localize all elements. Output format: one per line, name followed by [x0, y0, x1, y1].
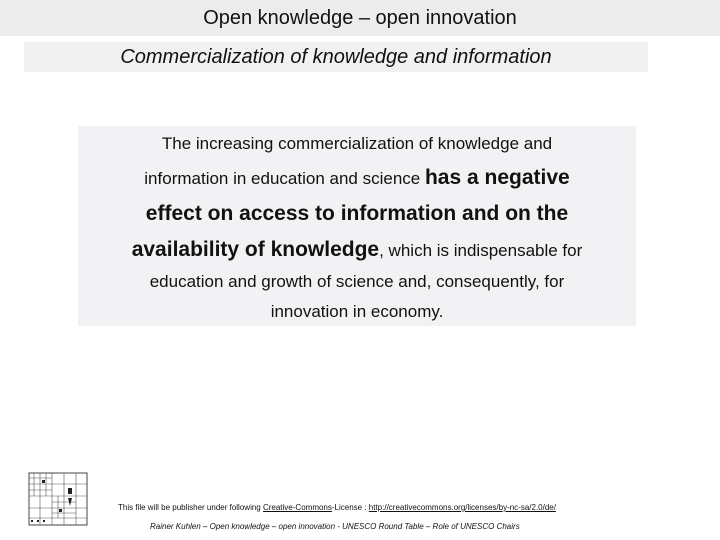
body-line-4 [78, 236, 636, 266]
chair-logo [28, 472, 88, 526]
body-line-2 [78, 164, 636, 194]
slide-title-bar [0, 0, 720, 36]
body-line-2-emphasis: has a negative [424, 166, 570, 189]
body-line-6: innovation in economy. [270, 302, 444, 321]
chair-logo-grid-icon [28, 472, 88, 526]
footer-credit: Rainer Kuhlen – Open knowledge – open innovation - UNESCO Round Table – Role of UNESCO Chairs [150, 522, 520, 531]
slide-title: Open knowledge – open innovation [203, 7, 517, 29]
body-line-5: education and growth of science and, consequently, for [149, 272, 565, 291]
license-prefix: This file will be publisher under following [118, 503, 263, 512]
license-mid: -License : [331, 503, 369, 512]
body-line-3 [78, 200, 636, 230]
body-line-4-emphasis: availability of knowledge [131, 238, 380, 261]
license-notice [118, 503, 556, 512]
slide-subtitle-bar [24, 42, 648, 72]
creative-commons-link[interactable]: Creative-Commons [262, 503, 332, 512]
body-line-4-text: , which is indispensable for [379, 241, 583, 260]
license-url-link[interactable]: http://creativecommons.org/licenses/by-nc-sa/2.0/de/ [368, 503, 556, 512]
body-text-box [78, 126, 636, 326]
body-line-2-text: information in education and science [144, 169, 425, 188]
body-line-3-emphasis: effect on access to information and on the [145, 202, 569, 225]
slide-subtitle: Commercialization of knowledge and information [120, 46, 552, 68]
body-line-1: The increasing commercialization of knowledge and [161, 134, 553, 153]
